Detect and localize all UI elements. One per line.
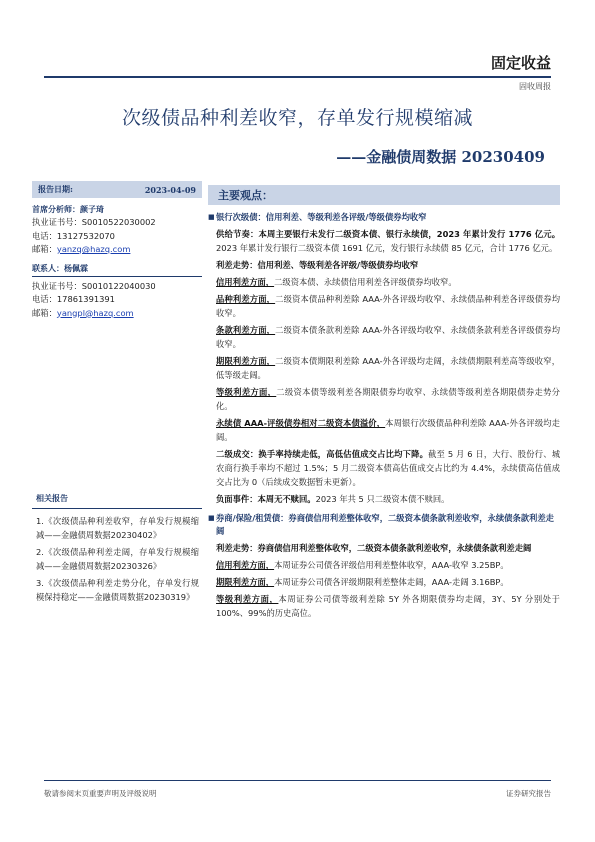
secondary-text: 截至 5 月 6 日，大行、股份行、城农商行换手率均不超过 1.5%；5 月二级资本债高估值成交占比约为 4.4%，永续债高估值成交占比为 0（后续成交数据暂未更新）。 [216,449,560,487]
report-date-bar [32,181,202,198]
broker-term-text: 本周证券公司债各评级期限利差整体走阔，AAA-走阔 3.16BP。 [274,577,509,587]
right-column [208,185,560,620]
contact-cert: 执业证书号：S0010122040030 [32,280,156,291]
variety-spread-paragraph [216,292,560,320]
credit-spread-paragraph [216,275,560,289]
analyst-email-label: 邮箱： [32,244,57,254]
section-heading-text: 券商/保险/租赁债：券商债信用利差整体收窄，二级资本债条款利差收窄，永续债条款利差走阔 [216,513,554,536]
broker-credit-lead: 信用利差方面， [216,560,275,570]
related-report-item[interactable]: 2.《次级债品种利差走阔，存单发行规模缩减——金融债周数据20230326》 [36,547,199,571]
perpetual-paragraph [216,416,560,444]
related-report-item[interactable]: 1.《次级债品种利差收窄，存单发行规模缩减——金融债周数据20230402》 [36,516,199,540]
clause-lead: 条款利差方面， [216,325,276,335]
broker-term-paragraph [216,575,560,589]
related-reports-list [36,514,199,607]
section-heading-text: 银行次级债：信用利差、等级利差各评级/等级债券均收窄 [216,212,427,222]
contact-email-row [32,307,202,321]
secondary-paragraph [216,447,560,489]
variety-lead: 品种利差方面， [216,294,276,304]
grade-spread-paragraph [216,385,560,413]
analyst-email-link[interactable]: yanzq@hazq.com [56,244,131,254]
supply-text: 2023 年累计发行银行二级资本债 1691 亿元，发行银行永续债 85 亿元，合计 1776 亿元。 [216,243,558,253]
trend2-text: 利差走势：券商债信用利差整体收窄，二级资本债条款利差收窄，永续债条款利差走阔 [216,543,532,553]
bullet-icon: ■ [208,514,215,522]
clause-spread-paragraph [216,323,560,351]
perpetual-text: 本周银行次级债品种利差除 AAA-外各评级均走阔。 [216,418,560,442]
footer-disclaimer: 敬请参阅末页重要声明及评级说明 [44,789,157,798]
negative-lead: 负面事件：本周无不赎回。 [216,494,316,504]
trend2-paragraph [216,541,560,555]
broker-grade-text: 本周证券公司债等级利差除 5Y 外各期限债券均走阔，3Y、5Y 分别处于 100%、99%的历史高位。 [216,594,560,618]
term-lead: 期限利差方面， [216,356,276,366]
footer-report-type: 证券研究报告 [506,789,551,798]
clause-text: 二级资本债条款利差除 AAA-外各评级均收窄、永续债条款利差各评级债券均收窄。 [216,325,560,349]
negative-paragraph [216,492,560,506]
report-series: ——金融债周数据 20230409 [336,148,545,166]
credit-lead: 信用利差方面， [216,277,275,287]
related-report-item[interactable]: 3.《次级债品种利差走势分化，存单发行规模保持稳定——金融债周数据20230319》 [36,578,199,602]
broker-grade-paragraph [216,592,560,620]
report-date-value: 2023-04-09 [144,184,196,195]
term-spread-paragraph [216,354,560,382]
contact-name: 联系人：杨佩霖 [32,263,88,273]
grade-text: 二级资本债等级利差各期限债券均收窄、永续债等级利差各期限债券走势分化。 [216,387,560,411]
spread-trend-text: 利差走势：信用利差、等级利差各评级/等级债券均收窄 [216,260,419,270]
variety-text: 二级资本债品种利差除 AAA-外各评级均收窄、永续债品种利差各评级债券均收窄。 [216,294,560,318]
contact-rule [32,276,202,277]
report-subtype: 固收周报 [519,82,551,91]
contact-phone: 电话：17861391391 [32,294,115,304]
secondary-lead: 二级成交：换手率持续走低，高低估值成交占比均下降。 [216,449,429,459]
report-date-label: 报告日期: [38,184,73,194]
supply-lead: 供给节奏：本周主要银行未发行二级资本债、银行永续债，2023 年累计发行 1776 亿元。 [216,229,560,239]
header-rule [44,76,551,78]
negative-text: 2023 年共 5 只二级资本债不赎回。 [315,494,450,504]
analyst-cert: 执业证书号：S0010522030002 [32,217,156,227]
broker-term-lead: 期限利差方面， [216,577,275,587]
contact-email-link[interactable]: yangpl@hazq.com [56,307,134,318]
supply-paragraph [216,227,560,255]
left-column [32,181,202,320]
analyst-phone: 电话：13127532070 [32,230,115,241]
grade-lead: 等级利差方面， [216,387,277,397]
contact-email-label: 邮箱： [32,307,57,318]
key-points-bar: 主要观点： [208,185,560,205]
footer-rule [44,780,551,781]
analyst-name: 首席分析师：颜子琦 [32,205,104,214]
broker-credit-text: 本周证券公司债各评级信用利差整体收窄，AAA-收窄 3.25BP。 [274,560,509,570]
broker-credit-paragraph [216,558,560,572]
section-heading-broker [208,512,560,538]
related-reports-label: 相关报告 [36,494,68,503]
related-reports-rule [32,508,202,509]
section-heading-bank [208,211,560,224]
report-type-tag: 固定收益 [490,54,551,72]
analyst-email-row [32,243,202,257]
spread-trend [216,258,560,272]
bullet-icon: ■ [208,213,215,221]
perpetual-lead: 永续债 AAA-评级债券相对二级资本债溢价， [216,418,386,428]
broker-grade-lead: 等级利差方面， [216,594,279,604]
report-title: 次级债品种利差收窄，存单发行规模缩减 [121,107,473,129]
credit-text: 二级资本债、永续债信用利差各评级债券均收窄。 [274,277,457,287]
term-text: 二级资本债期限利差除 AAA-外各评级均走阔，永续债期限利差高等级收窄，低等级走阔。 [216,356,560,380]
